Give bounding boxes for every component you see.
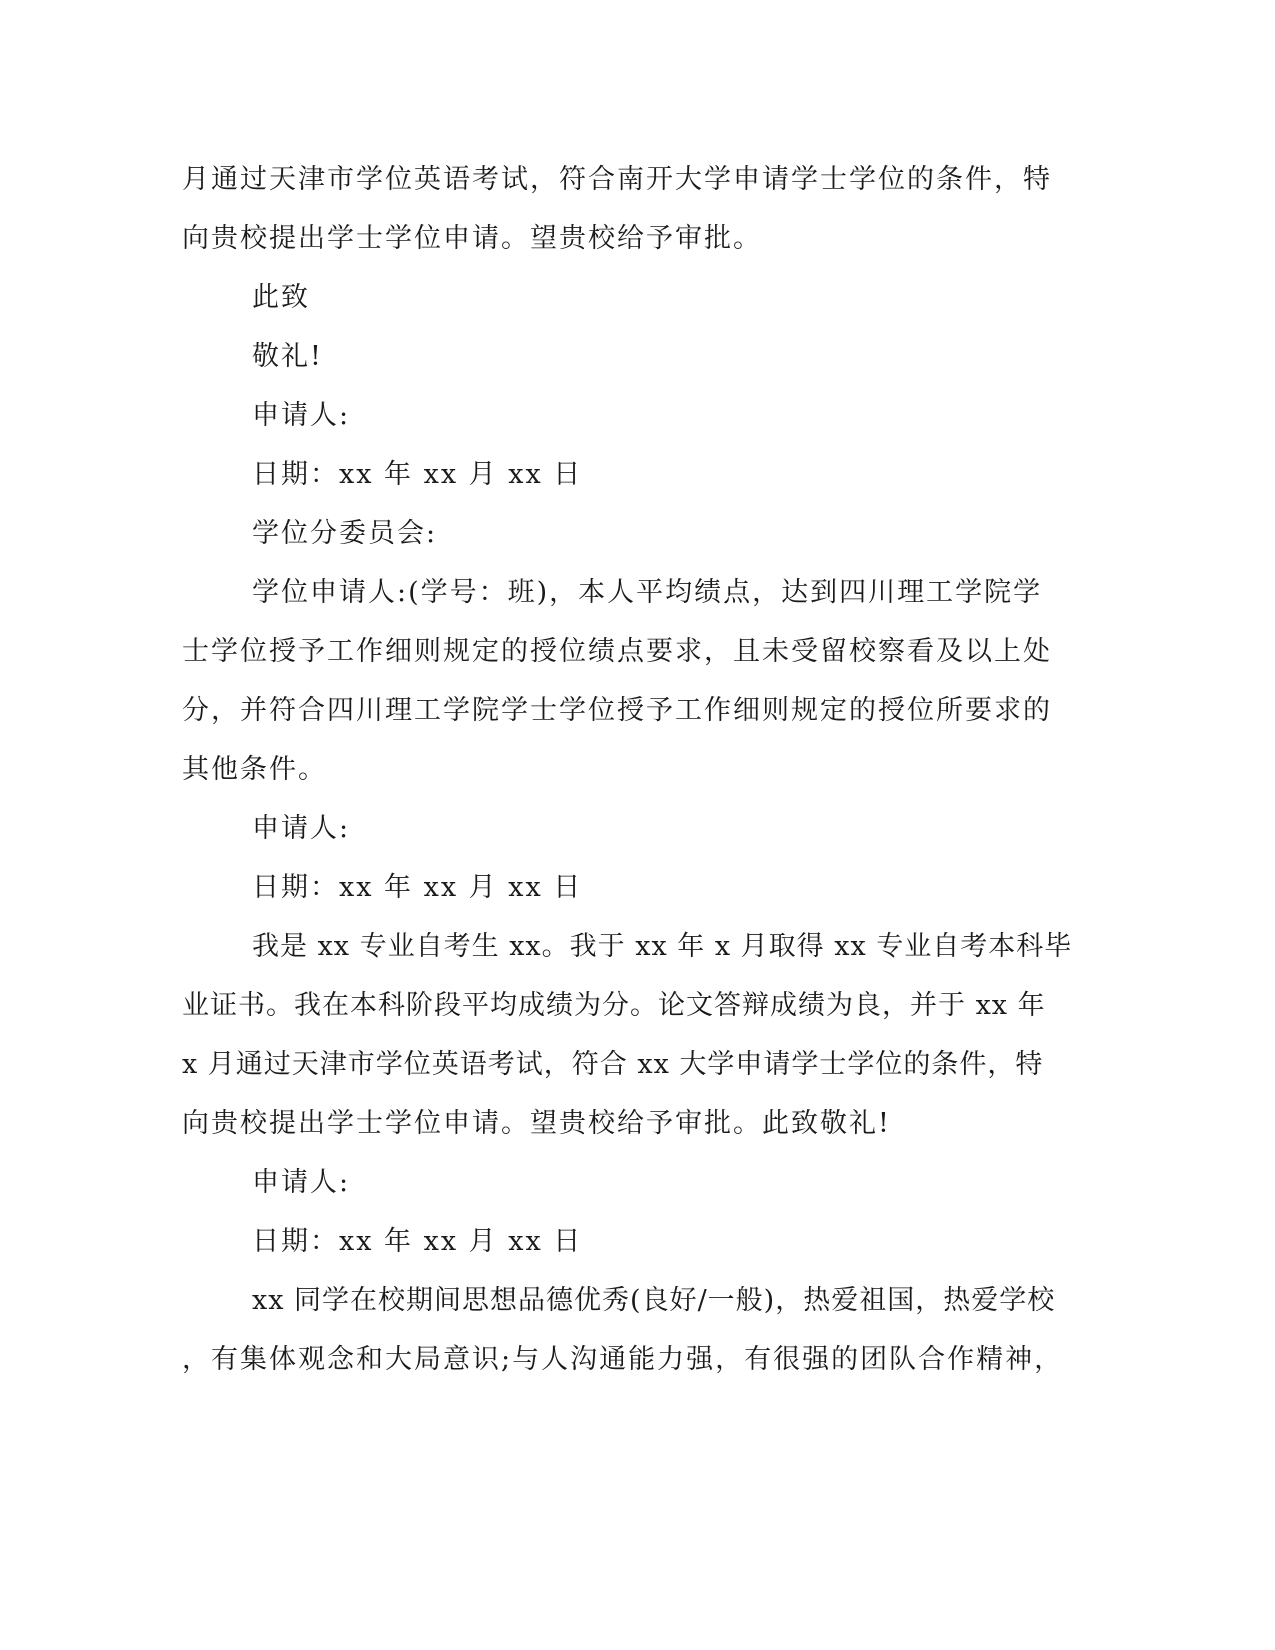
applicant-label: 申请人: <box>252 400 351 431</box>
text-line: 其他条件。 <box>182 754 327 785</box>
text-line: 业证书。我在本科阶段平均成绩为分。论文答辩成绩为良，并于 xx 年 <box>182 990 1046 1021</box>
text-line: 向贵校提出学士学位申请。望贵校给予审批。此致敬礼! <box>182 1108 891 1139</box>
text-line: 士学位授予工作细则规定的授位绩点要求，且未受留校察看及以上处 <box>182 636 1052 667</box>
date-line: 日期：xx 年 xx 月 xx 日 <box>252 1226 583 1257</box>
text-line: 我是 xx 专业自考生 xx。我于 xx 年 x 月取得 xx 专业自考本科毕 <box>252 931 1073 962</box>
salutation-line: 此致 <box>252 282 310 313</box>
document-body <box>182 150 1073 1389</box>
section-heading: 学位分委员会: <box>252 518 438 549</box>
text-line: xx 同学在校期间思想品德优秀(良好/一般)，热爱祖国，热爱学校 <box>252 1285 1056 1316</box>
date-line: 日期：xx 年 xx 月 xx 日 <box>252 459 583 490</box>
text-line: 分，并符合四川理工学院学士学位授予工作细则规定的授位所要求的 <box>182 695 1052 726</box>
applicant-label: 申请人: <box>252 1167 351 1198</box>
date-line: 日期：xx 年 xx 月 xx 日 <box>252 872 583 903</box>
text-line: 月通过天津市学位英语考试，符合南开大学申请学士学位的条件，特 <box>182 164 1052 195</box>
text-line: ，有集体观念和大局意识;与人沟通能力强，有很强的团队合作精神， <box>182 1344 1064 1375</box>
text-line: 向贵校提出学士学位申请。望贵校给予审批。 <box>182 223 762 254</box>
applicant-label: 申请人: <box>252 813 351 844</box>
text-line: x 月通过天津市学位英语考试，符合 xx 大学申请学士学位的条件，特 <box>182 1049 1044 1080</box>
text-line: 学位申请人:(学号：班)，本人平均绩点，达到四川理工学院学 <box>252 577 1043 608</box>
salutation-line: 敬礼! <box>252 341 323 372</box>
